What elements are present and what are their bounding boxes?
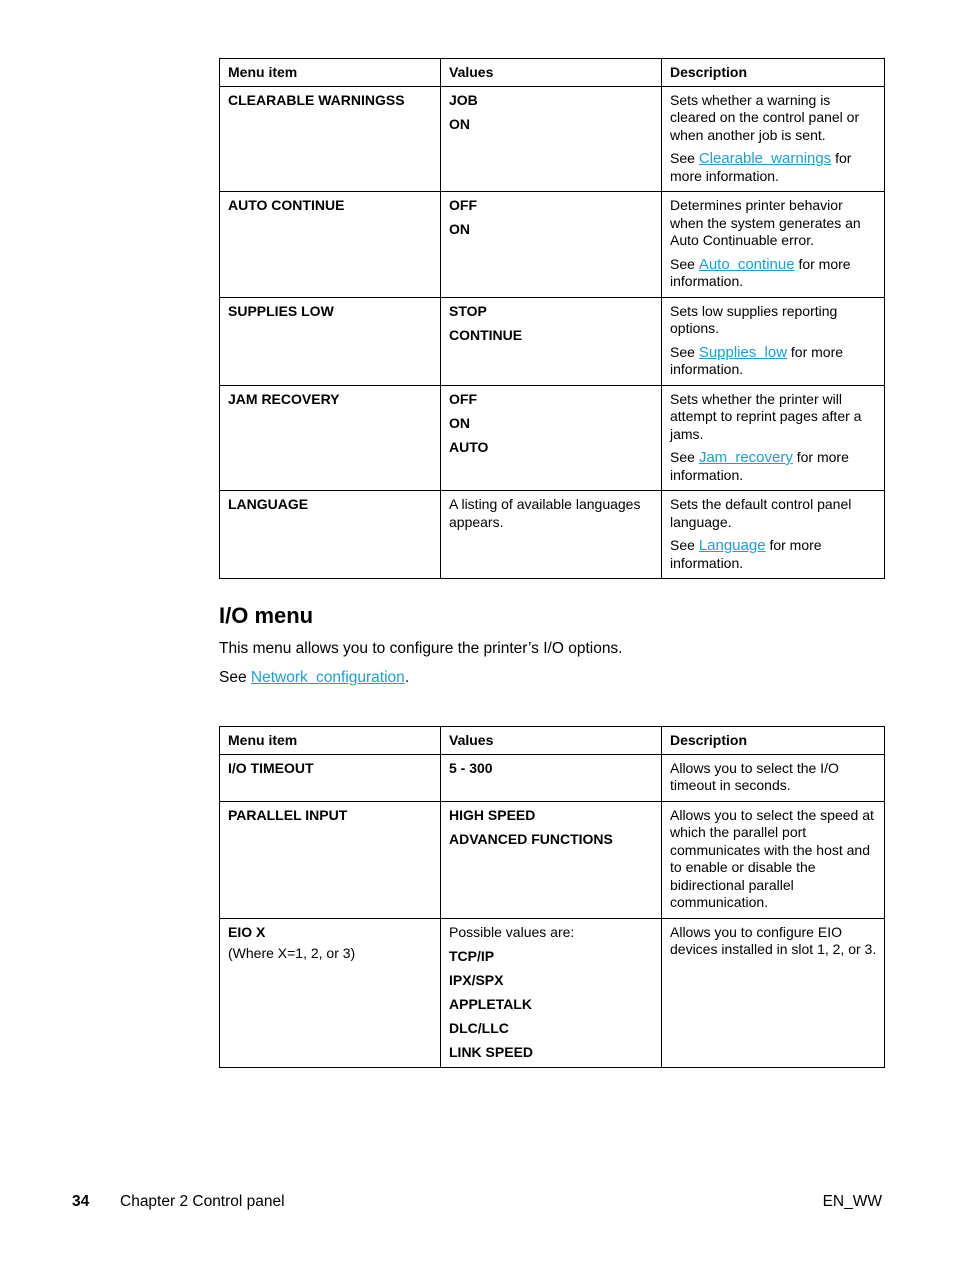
link-network-configuration[interactable]: Network configuration [250,669,405,686]
values-cell [441,86,662,192]
description-cell [662,491,885,579]
description-text: Allows you to select the speed at which the parallel port communicates with the host and to enable or disable the bidirectional parallel communication. [670,806,874,910]
settings-table [219,58,885,579]
values-cell [441,192,662,298]
see-prefix: See [670,150,699,166]
see-suffix: for more information. [670,255,851,289]
link-jam-recovery[interactable]: Jam recovery [698,449,793,466]
description-cell [662,297,885,385]
table-row [220,86,885,192]
table-row [220,297,885,385]
page-number: 34 [72,1193,90,1210]
menu-item-cell: I/O TIMEOUT [220,754,441,801]
link-supplies-low[interactable]: Supplies low [698,343,788,361]
value-option: OFF [449,390,477,407]
description-cell [662,801,885,918]
table-row [220,801,885,918]
values-intro: Possible values are: [449,923,575,940]
table-header-row [220,59,885,87]
value-option: ON [449,221,470,237]
menu-item-cell: PARALLEL INPUT [220,801,441,918]
see-prefix: See [670,537,699,553]
io-menu-table [219,726,885,1068]
see-also [670,537,877,572]
link-auto-continue[interactable]: Auto continue [698,255,795,273]
column-header-menu-item: Menu item [220,59,441,87]
see-also [670,256,877,291]
edition-label: EN_WW [822,1193,882,1210]
values-cell: A listing of available languages appears. [441,491,662,579]
see-prefix: See [670,449,699,465]
see-also [670,449,877,484]
value-option: JOB [449,91,478,108]
see-also-network [219,669,409,687]
column-header-menu-item: Menu item [220,727,441,755]
values-cell [441,754,662,801]
value-option: ON [449,115,470,132]
value-option: CONTINUE [449,326,523,343]
menu-item-cell: LANGUAGE [220,491,441,579]
description-text: Allows you to configure EIO devices installed in slot 1, 2, or 3. [670,923,877,957]
chapter-title: Chapter 2 Control panel [120,1193,285,1210]
see-suffix: for more information. [670,537,822,571]
value-option: AUTO [449,438,489,455]
menu-item-name: EIO X [228,923,266,940]
table-row [220,385,885,491]
column-header-values: Values [441,59,662,87]
values-cell [441,385,662,491]
table-header-row [220,727,885,755]
value-option: ON [449,414,470,431]
see-suffix: for more information. [670,150,852,184]
description-cell [662,192,885,298]
description-text: Determines printer behavior when the system generates an Auto Continuable error. [670,197,861,248]
menu-item-cell: JAM RECOVERY [220,385,441,491]
menu-item-cell: AUTO CONTINUE [220,192,441,298]
see-also [670,150,877,185]
see-suffix: for more information. [670,449,849,483]
see-suffix: for more information. [670,343,844,377]
column-header-description: Description [662,59,885,87]
table-row [220,491,885,579]
value-option: IPX/SPX [449,971,504,988]
menu-item-cell: SUPPLIES LOW [220,297,441,385]
value-option: LINK SPEED [449,1043,534,1060]
value-option: 5 - 300 [449,759,493,776]
column-header-description: Description [662,727,885,755]
link-language[interactable]: Language [698,537,766,554]
menu-item-note: (Where X=1, 2, or 3) [228,945,356,961]
menu-item-cell [220,918,441,1068]
see-prefix: See [670,343,699,360]
value-option: HIGH SPEED [449,806,536,823]
description-text: Sets low supplies reporting options. [670,302,838,336]
description-cell [662,918,885,1068]
value-option: TCP/IP [449,947,495,964]
description-cell [662,86,885,192]
table-row [220,754,885,801]
column-header-values: Values [441,727,662,755]
see-also [670,344,877,379]
section-intro: This menu allows you to configure the printer’s I/O options. [219,640,623,657]
value-option: APPLETALK [449,995,532,1012]
description-text: Sets whether the printer will attempt to reprint pages after a jams. [670,390,862,442]
table-row [220,918,885,1068]
values-cell [441,801,662,918]
value-option: ADVANCED FUNCTIONS [449,830,613,847]
table-row [220,192,885,298]
description-cell [662,754,885,801]
values-cell [441,918,662,1068]
value-option: DLC/LLC [449,1019,509,1036]
description-text: Sets the default control panel language. [670,496,852,530]
value-option: STOP [449,302,487,319]
see-prefix: See [670,255,699,272]
description-text: Sets whether a warning is cleared on the control panel or when another job is sent. [670,91,860,143]
value-option: OFF [449,197,477,213]
values-cell [441,297,662,385]
section-title: I/O menu [219,603,314,628]
link-clearable-warnings[interactable]: Clearable warnings [698,150,832,167]
menu-item-cell: CLEARABLE WARNINGSS [220,86,441,192]
description-text: Allows you to select the I/O timeout in seconds. [670,759,839,793]
see-suffix: . [404,669,410,686]
description-cell [662,385,885,491]
see-prefix: See [219,669,251,686]
